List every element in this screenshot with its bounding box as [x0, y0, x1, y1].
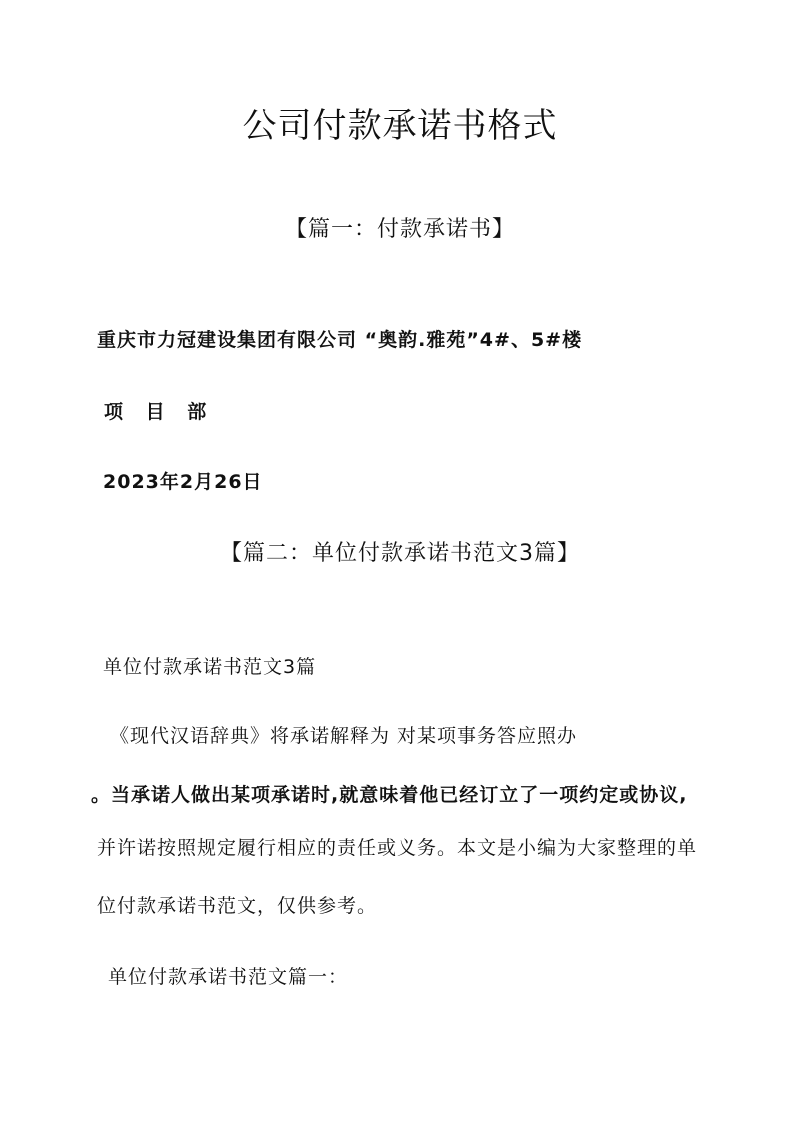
section-heading-1: 【篇一：付款承诺书】 [284, 217, 515, 242]
department-line: 项 目 部 [104, 401, 215, 423]
intro-line-4: 位付款承诺书范文，仅供参考。 [97, 895, 378, 917]
date-line: 2023年2月26日 [103, 471, 263, 493]
addressee-line: 重庆市力冠建设集团有限公司 “奥韵.雅苑”4#、5#楼 [97, 329, 583, 351]
section-heading-2: 【篇二：单位付款承诺书范文3篇】 [220, 541, 580, 566]
sample-heading: 单位付款承诺书范文篇一： [108, 966, 349, 988]
intro-line-3: 并许诺按照规定履行相应的责任或义务。本文是小编为大家整理的单 [97, 837, 698, 859]
subheading: 单位付款承诺书范文3篇 [103, 656, 317, 678]
document-title: 公司付款承诺书格式 [242, 106, 558, 146]
intro-line-2: 。当承诺人做出某项承诺时,就意味着他已经订立了一项约定或协议, [91, 784, 688, 806]
intro-line-1: 《现代汉语辞典》将承诺解释为 对某项事务答应照办 [110, 725, 578, 747]
